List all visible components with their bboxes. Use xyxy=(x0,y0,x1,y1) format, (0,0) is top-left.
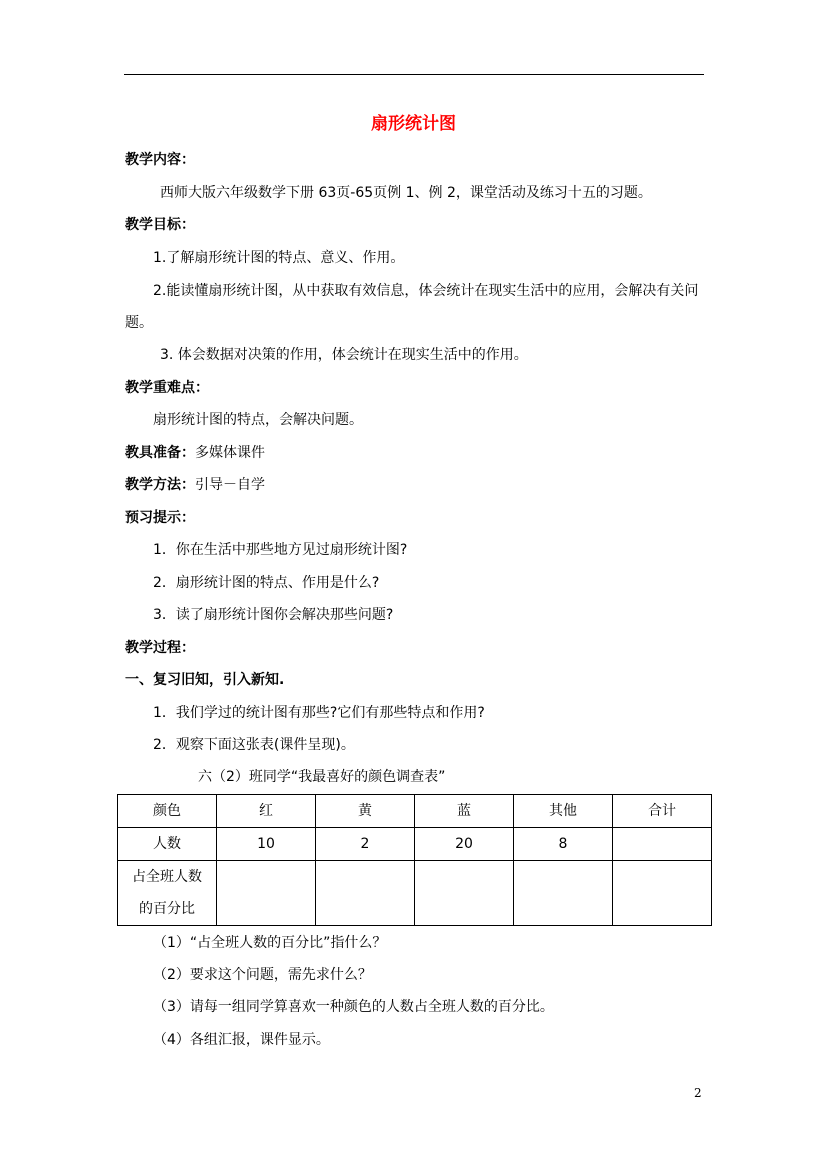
table-percent-row xyxy=(118,861,712,926)
percent-row-label xyxy=(118,861,217,926)
goals-heading: 教学目标： xyxy=(125,217,195,233)
tools-heading: 教具准备： xyxy=(125,445,195,461)
table-count-row xyxy=(118,828,712,861)
content-text: 西师大版六年级数学下册 63页-65页例 1、例 2，课堂活动及练习十五的习题。 xyxy=(160,185,652,201)
tools-text: 多媒体课件 xyxy=(195,445,265,461)
review-1: 1．我们学过的统计图有那些?它们有那些特点和作用? xyxy=(153,705,485,721)
table-cell: 10 xyxy=(217,828,316,861)
table-header-cell: 合计 xyxy=(613,795,712,828)
color-survey-table xyxy=(117,794,712,926)
table-cell xyxy=(316,861,415,926)
question-3: （3）请每一组同学算喜欢一种颜色的人数占全班人数的百分比。 xyxy=(153,999,554,1015)
preview-3: 3．读了扇形统计图你会解决那些问题? xyxy=(153,607,394,623)
table-header-cell: 颜色 xyxy=(118,795,217,828)
preview-1: 1．你在生活中那些地方见过扇形统计图? xyxy=(153,542,408,558)
goal-3: 3. 体会数据对决策的作用，体会统计在现实生活中的作用。 xyxy=(160,347,528,363)
keypoints-text: 扇形统计图的特点，会解决问题。 xyxy=(153,412,363,428)
keypoints-heading: 教学重难点： xyxy=(125,380,209,396)
table-header-cell: 红 xyxy=(217,795,316,828)
goal-2-line2: 题。 xyxy=(125,315,153,331)
table-cell: 人数 xyxy=(118,828,217,861)
header-rule xyxy=(124,74,704,75)
goal-2-line1: 2.能读懂扇形统计图，从中获取有效信息，体会统计在现实生活中的应用，会解决有关问 xyxy=(153,283,699,299)
goal-1: 1.了解扇形统计图的特点、意义、作用。 xyxy=(153,250,405,266)
table-header-cell: 黄 xyxy=(316,795,415,828)
question-2: （2）要求这个问题，需先求什么？ xyxy=(153,967,372,983)
preview-2: 2．扇形统计图的特点、作用是什么? xyxy=(153,575,380,591)
table-cell: 2 xyxy=(316,828,415,861)
table-caption: 六（2）班同学“我最喜好的颜色调查表” xyxy=(198,769,446,785)
page-title: 扇形统计图 xyxy=(371,114,456,134)
table-cell xyxy=(514,861,613,926)
process-heading: 教学过程： xyxy=(125,640,195,656)
content-heading: 教学内容： xyxy=(125,152,195,168)
table-header-row xyxy=(118,795,712,828)
review-2: 2．观察下面这张表(课件呈现)。 xyxy=(153,737,355,753)
table-cell: 20 xyxy=(415,828,514,861)
part1-heading: 一、复习旧知，引入新知. xyxy=(125,672,285,688)
question-4: （4）各组汇报，课件显示。 xyxy=(153,1032,330,1048)
method-heading: 教学方法： xyxy=(125,477,195,493)
table-cell xyxy=(613,828,712,861)
page-number: 2 xyxy=(694,1086,702,1100)
tools-line xyxy=(125,443,265,463)
method-line xyxy=(125,475,265,495)
preview-heading: 预习提示： xyxy=(125,510,195,526)
question-1: （1）“占全班人数的百分比”指什么？ xyxy=(153,935,387,951)
percent-label-line2: 的百分比 xyxy=(139,901,195,917)
table-cell xyxy=(415,861,514,926)
table-header-cell: 其他 xyxy=(514,795,613,828)
table-cell xyxy=(217,861,316,926)
table-cell: 8 xyxy=(514,828,613,861)
method-text: 引导－自学 xyxy=(195,477,265,493)
table-header-cell: 蓝 xyxy=(415,795,514,828)
table-cell xyxy=(613,861,712,926)
percent-label-line1: 占全班人数 xyxy=(132,869,202,885)
